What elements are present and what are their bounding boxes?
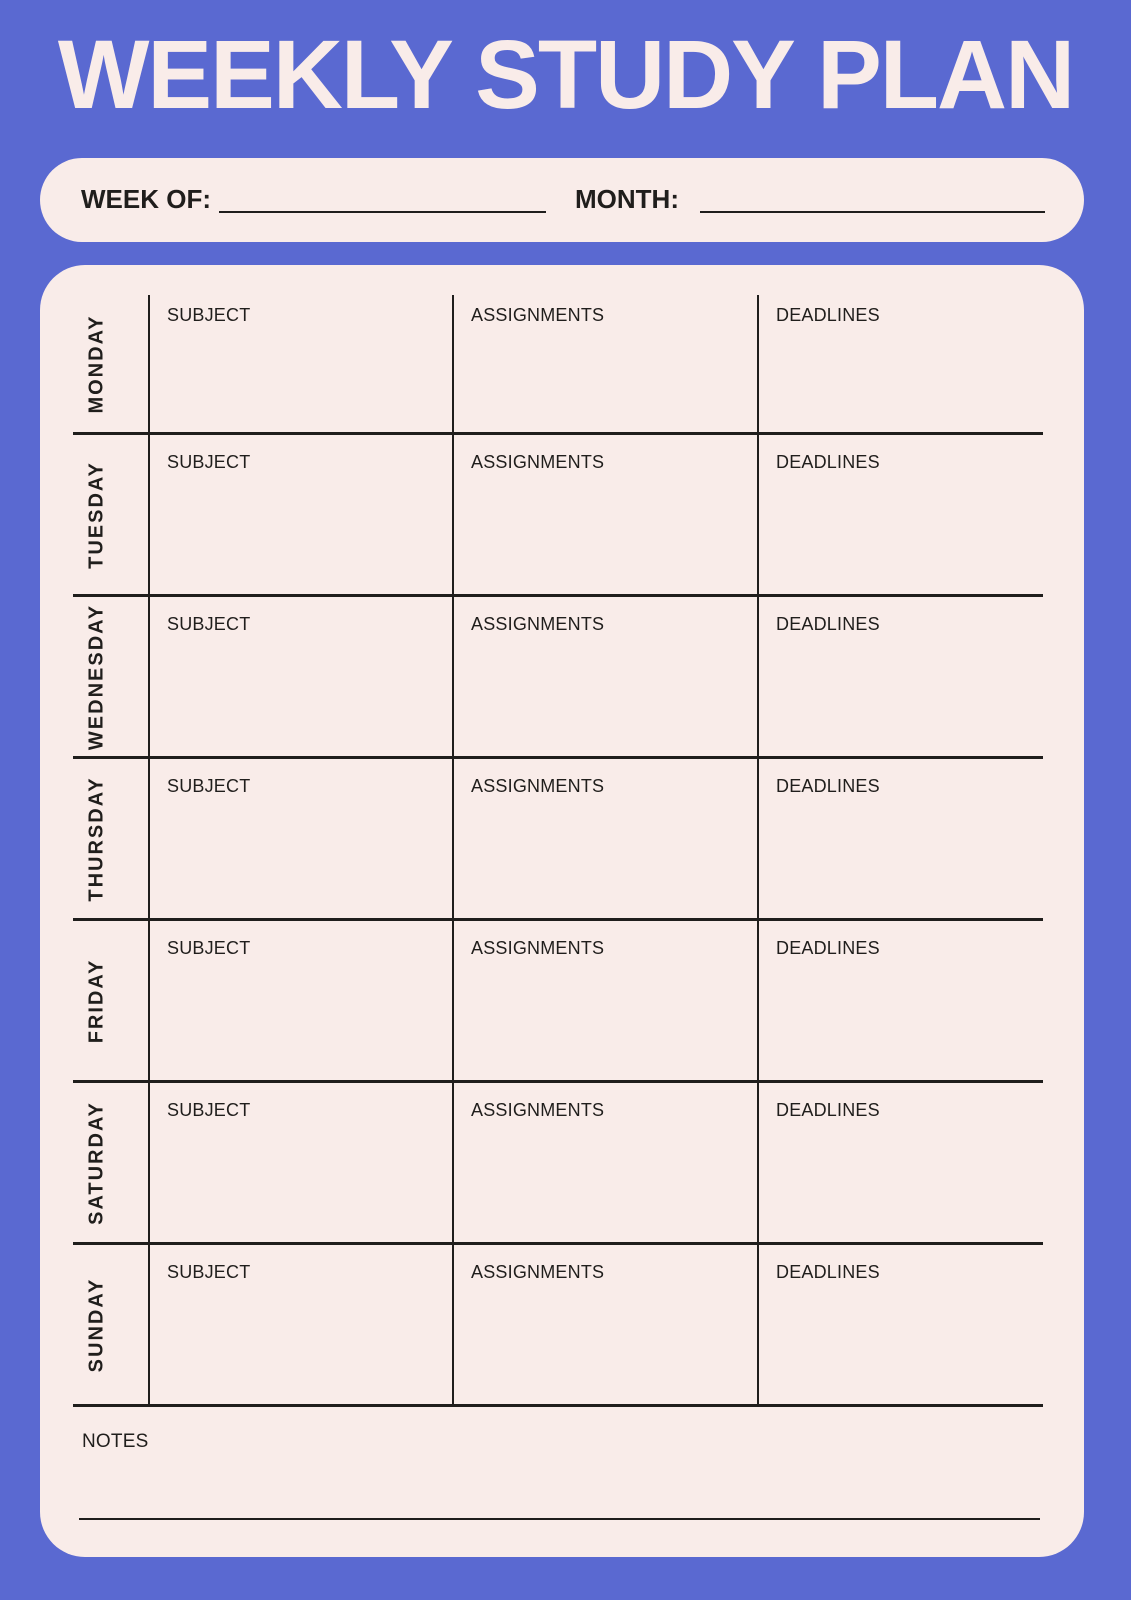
deadlines-value[interactable] — [776, 1283, 1043, 1303]
subject-column-header: SUBJECT — [167, 614, 251, 634]
week-month-header — [40, 158, 1084, 242]
week-of-input[interactable] — [219, 211, 546, 213]
subject-column-header: SUBJECT — [167, 305, 251, 325]
assignments-cell-thursday[interactable] — [452, 759, 757, 918]
deadlines-column-header: DEADLINES — [776, 614, 880, 634]
subject-value[interactable] — [167, 797, 452, 817]
subject-value[interactable] — [167, 473, 452, 493]
assignments-column-header: ASSIGNMENTS — [471, 1100, 605, 1120]
subject-cell-thursday[interactable] — [148, 759, 452, 918]
deadlines-column-header: DEADLINES — [776, 452, 880, 472]
subject-column-header: SUBJECT — [167, 1100, 251, 1120]
assignments-cell-wednesday[interactable] — [452, 597, 757, 756]
table-row-saturday — [73, 1083, 1043, 1245]
table-row-tuesday — [73, 435, 1043, 597]
month-input[interactable] — [700, 211, 1045, 213]
deadlines-column-header: DEADLINES — [776, 776, 880, 796]
day-label-tuesday: TUESDAY — [85, 460, 108, 569]
subject-value[interactable] — [167, 1121, 452, 1141]
assignments-cell-sunday[interactable] — [452, 1245, 757, 1404]
planner-table — [73, 295, 1043, 1407]
planner-panel — [40, 265, 1084, 1557]
subject-value[interactable] — [167, 959, 452, 979]
deadlines-cell-tuesday[interactable] — [757, 435, 1043, 594]
table-row-sunday — [73, 1245, 1043, 1407]
table-row-monday — [73, 295, 1043, 435]
assignments-column-header: ASSIGNMENTS — [471, 305, 605, 325]
day-label-saturday: SATURDAY — [85, 1100, 108, 1225]
assignments-value[interactable] — [471, 959, 757, 979]
deadlines-value[interactable] — [776, 1121, 1043, 1141]
deadlines-value[interactable] — [776, 797, 1043, 817]
deadlines-cell-sunday[interactable] — [757, 1245, 1043, 1404]
deadlines-value[interactable] — [776, 473, 1043, 493]
notes-label: NOTES — [82, 1431, 149, 1452]
deadlines-column-header: DEADLINES — [776, 938, 880, 958]
day-cell — [73, 295, 148, 432]
notes-underline — [79, 1518, 1040, 1520]
assignments-value[interactable] — [471, 473, 757, 493]
deadlines-value[interactable] — [776, 635, 1043, 655]
table-row-thursday — [73, 759, 1043, 921]
table-row-friday — [73, 921, 1043, 1083]
day-label-monday: MONDAY — [85, 313, 108, 414]
subject-cell-saturday[interactable] — [148, 1083, 452, 1242]
deadlines-cell-wednesday[interactable] — [757, 597, 1043, 756]
assignments-column-header: ASSIGNMENTS — [471, 1262, 605, 1282]
assignments-cell-friday[interactable] — [452, 921, 757, 1080]
assignments-cell-tuesday[interactable] — [452, 435, 757, 594]
assignments-value[interactable] — [471, 1283, 757, 1303]
subject-cell-sunday[interactable] — [148, 1245, 452, 1404]
table-row-wednesday — [73, 597, 1043, 759]
day-cell — [73, 1245, 148, 1404]
deadlines-column-header: DEADLINES — [776, 305, 880, 325]
assignments-column-header: ASSIGNMENTS — [471, 938, 605, 958]
subject-cell-friday[interactable] — [148, 921, 452, 1080]
day-label-friday: FRIDAY — [85, 958, 108, 1043]
day-cell — [73, 759, 148, 918]
deadlines-cell-thursday[interactable] — [757, 759, 1043, 918]
subject-value[interactable] — [167, 635, 452, 655]
subject-column-header: SUBJECT — [167, 776, 251, 796]
deadlines-cell-saturday[interactable] — [757, 1083, 1043, 1242]
day-cell — [73, 921, 148, 1080]
notes-input[interactable] — [82, 1460, 1040, 1515]
assignments-value[interactable] — [471, 1121, 757, 1141]
page-title: WEEKLY STUDY PLAN — [57, 20, 1074, 129]
assignments-value[interactable] — [471, 797, 757, 817]
assignments-value[interactable] — [471, 326, 757, 346]
assignments-column-header: ASSIGNMENTS — [471, 776, 605, 796]
week-of-label: WEEK OF: — [81, 184, 211, 214]
subject-cell-monday[interactable] — [148, 295, 452, 432]
day-label-sunday: SUNDAY — [85, 1277, 108, 1372]
day-cell — [73, 435, 148, 594]
day-label-thursday: THURSDAY — [85, 775, 108, 902]
deadlines-value[interactable] — [776, 959, 1043, 979]
deadlines-column-header: DEADLINES — [776, 1262, 880, 1282]
day-cell — [73, 597, 148, 756]
assignments-column-header: ASSIGNMENTS — [471, 452, 605, 472]
month-label: MONTH: — [575, 184, 679, 214]
assignments-cell-saturday[interactable] — [452, 1083, 757, 1242]
assignments-cell-monday[interactable] — [452, 295, 757, 432]
deadlines-cell-monday[interactable] — [757, 295, 1043, 432]
subject-column-header: SUBJECT — [167, 1262, 251, 1282]
subject-value[interactable] — [167, 1283, 452, 1303]
subject-column-header: SUBJECT — [167, 938, 251, 958]
deadlines-column-header: DEADLINES — [776, 1100, 880, 1120]
assignments-column-header: ASSIGNMENTS — [471, 614, 605, 634]
deadlines-value[interactable] — [776, 326, 1043, 346]
day-cell — [73, 1083, 148, 1242]
deadlines-cell-friday[interactable] — [757, 921, 1043, 1080]
subject-cell-tuesday[interactable] — [148, 435, 452, 594]
day-label-wednesday: WEDNESDAY — [85, 603, 108, 750]
subject-cell-wednesday[interactable] — [148, 597, 452, 756]
subject-value[interactable] — [167, 326, 452, 346]
assignments-value[interactable] — [471, 635, 757, 655]
subject-column-header: SUBJECT — [167, 452, 251, 472]
